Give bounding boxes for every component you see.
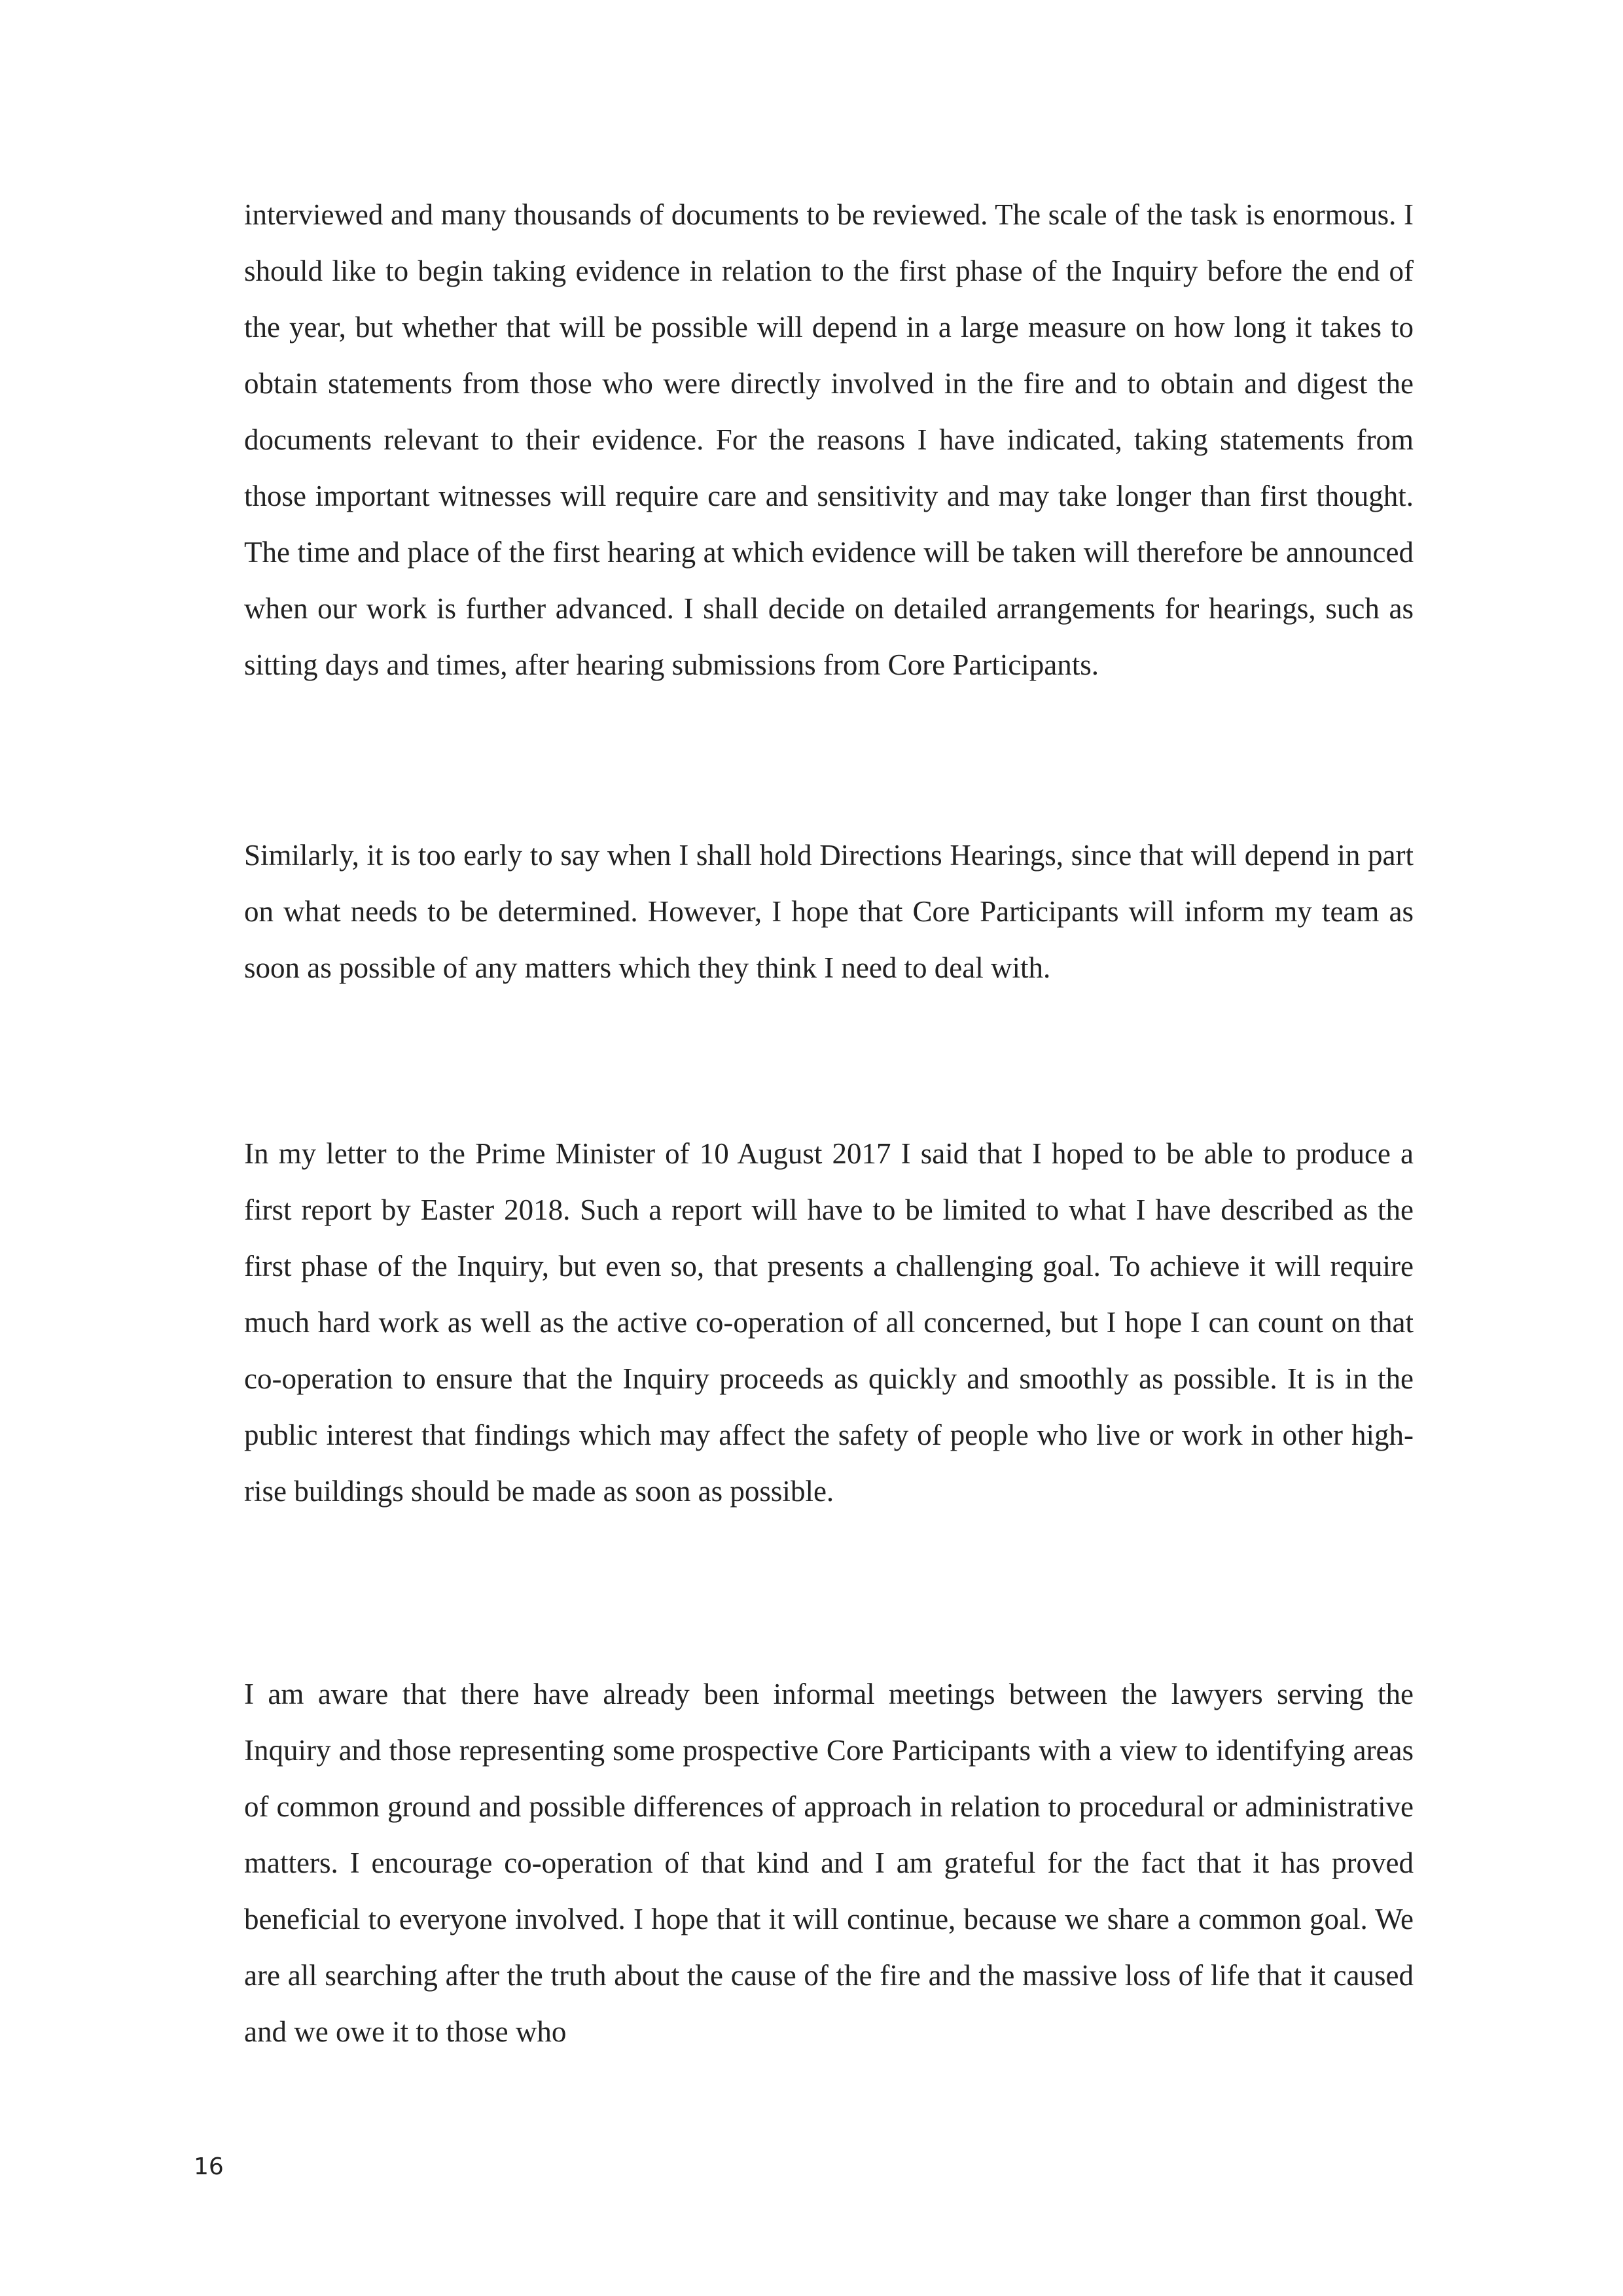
paragraph (244, 1125, 1414, 1519)
paragraph-text: Similarly, it is too early to say when I shall hold Directions Hearings, since that will depend in part on what needs to be determined. However, I hope that Core Participants will inform my team as soon as possible of any matters which they think I need to deal with. (244, 839, 1414, 984)
paragraph (244, 827, 1414, 996)
paragraph (244, 186, 1414, 693)
paragraph-text: I am aware that there have already been informal meetings between the lawyers serving the Inquiry and those representing some prospective Core Participants with a view to identifying areas of common ground and possible differences of approach in relation to procedural or administrative matters. I encourage co-operation of that kind and I am grateful for the fact that it has proved beneficial to everyone involved. I hope that it will continue, because we share a common goal. We are all searching after the truth about the cause of the fire and the massive loss of life that it caused and we owe it to those who (244, 1678, 1414, 2048)
paragraph (244, 1666, 1414, 2060)
paragraph-text: In my letter to the Prime Minister of 10 August 2017 I said that I hoped to be able to produce a first report by Easter 2018. Such a report will have to be limited to what I have described as the first phase of the Inquiry, but even so, that presents a challenging goal. To achieve it will require much hard work as well as the active co-operation of all concerned, but I hope I can count on that co-operation to ensure that the Inquiry proceeds as quickly and smoothly as possible. It is in the public interest that findings which may affect the safety of people who live or work in other high-rise buildings should be made as soon as possible. (244, 1137, 1414, 1508)
paragraph-text: interviewed and many thousands of documents to be reviewed. The scale of the task is enormous. I should like to begin taking evidence in relation to the first phase of the Inquiry before the end of the year, but whether that will be possible will depend in a large measure on how long it takes to obtain statements from those who were directly involved in the fire and to obtain and digest the documents relevant to their evidence. For the reasons I have indicated, taking statements from those important witnesses will require care and sensitivity and may take longer than first thought. The time and place of the first hearing at which evidence will be taken will therefore be announced when our work is further advanced. I shall decide on detailed arrangements for hearings, such as sitting days and times, after hearing submissions from Core Participants. (244, 198, 1414, 681)
page-number: 16 (194, 2153, 224, 2180)
